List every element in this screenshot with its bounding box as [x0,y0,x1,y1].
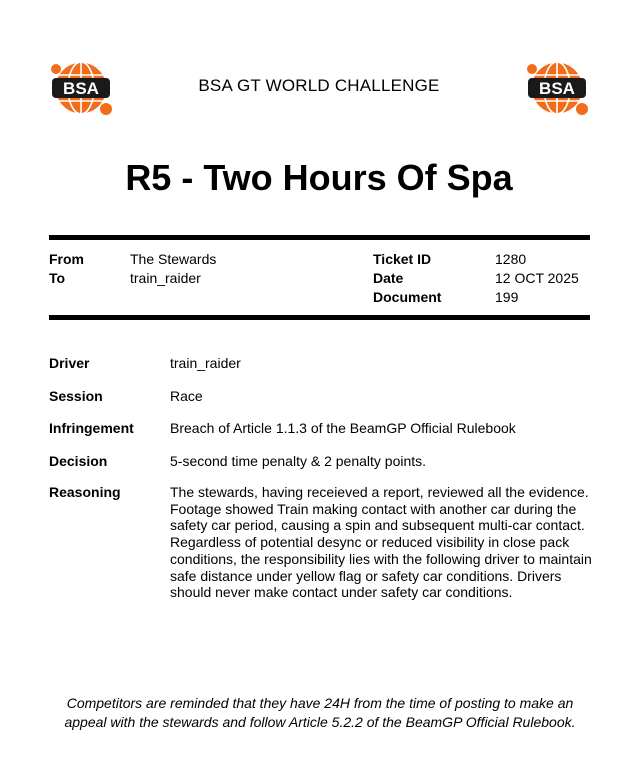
appeal-notice: Competitors are reminded that they have 24H from the time of posting to make an appeal with the stewards and follow Article 5.2.2 of the BeamGP Official Rulebook. [64,695,576,730]
organization-name: BSA GT WORLD CHALLENGE [198,76,440,95]
driver-label: Driver [49,355,90,371]
to-label: To [49,270,66,286]
document-label: Document [373,289,442,305]
reasoning-label: Reasoning [49,484,121,500]
driver-value: train_raider [170,355,241,371]
date-label: Date [373,270,404,286]
meta-right-labels [373,250,441,307]
date-value: 12 OCT 2025 [495,270,579,286]
to-value: train_raider [130,270,201,286]
logo-text: BSA [63,79,99,98]
session-label: Session [49,388,103,404]
decision-value: 5-second time penalty & 2 penalty points. [170,453,427,469]
infringement-label: Infringement [49,420,134,436]
decision-label: Decision [49,453,108,469]
divider-top [49,235,590,240]
meta-left-labels [49,250,84,288]
ticket-id-value: 1280 [495,251,527,267]
meta-right-values [495,250,579,307]
infringement-value: Breach of Article 1.1.3 of the BeamGP Official Rulebook [170,420,516,436]
session-value: Race [170,388,203,404]
document-value: 199 [495,289,519,305]
logo-text: BSA [539,79,575,98]
meta-left-values [130,250,216,288]
reasoning-value: The stewards, having receieved a report, reviewed all the evidence. Footage showed Train making contact with another car during the safety car period, causing a spin and subsequent multi-car contact. Regardless of potential desync or reduced visibility in close pack conditions, the responsibility lies with the following driver to maintain safe distance under yellow flag or safety car conditions. Drivers should never make contact under safety car conditions. [170,484,592,601]
from-value: The Stewards [130,251,217,267]
from-label: From [49,251,84,267]
ticket-id-label: Ticket ID [373,251,432,267]
divider-bottom [49,315,590,320]
page-title: R5 - Two Hours Of Spa [125,157,513,198]
